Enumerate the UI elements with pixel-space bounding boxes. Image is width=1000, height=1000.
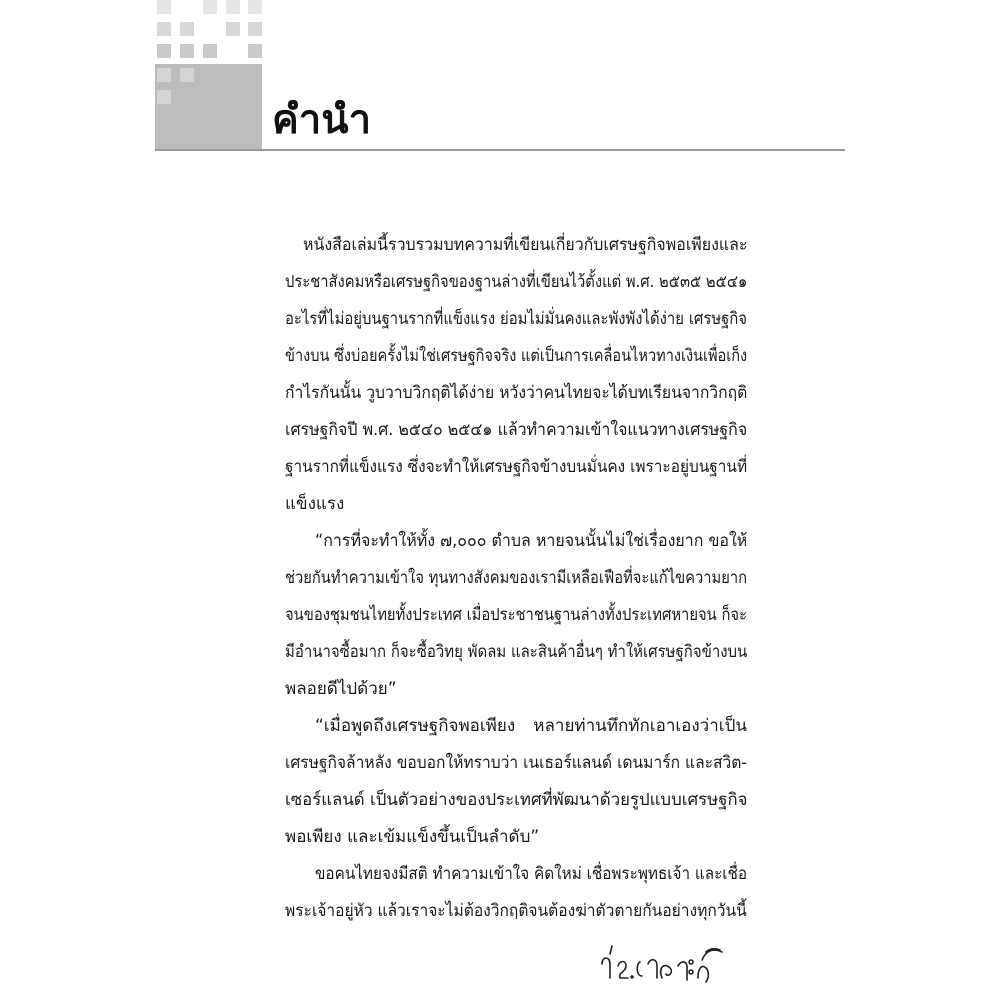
text-line: พอเพียง และเข้มแข็งขึ้นเป็นลำดับ” — [285, 827, 540, 847]
ornament-square — [157, 0, 171, 14]
text-line: แข็งแรง — [285, 494, 345, 514]
ornament-square — [203, 0, 217, 14]
text-line: หนังสือเล่มนี้รวบรวมบทความที่เขียนเกี่ยวกับเศรษฐกิจพอเพียงและ — [303, 235, 748, 255]
page-title: คำนำ — [272, 97, 372, 143]
ornament-square — [157, 90, 171, 104]
ornament-square — [157, 44, 171, 58]
text-line: พลอยดีไปด้วย” — [285, 679, 397, 699]
text-line: อะไรที่ไม่อยู่บนฐานรากที่แข็งแรง ย่อมไม่มั่นคงและพังพังได้ง่าย เศรษฐกิจ — [285, 309, 747, 329]
text-line: ฐานรากที่แข็งแรง ซึ่งจะทำให้เศรษฐกิจข้างบนมั่นคง เพราะอยู่บนฐานที่ — [285, 457, 748, 477]
ornament-square — [180, 44, 194, 58]
paragraph — [285, 708, 747, 856]
text-line: “การที่จะทำให้ทั้ง ๗,๐๐๐ ตำบล หายจนนั้นไม่ใช่เรื่องยาก ขอให้ — [315, 531, 748, 551]
paragraph — [285, 523, 747, 708]
ornament-square — [248, 22, 262, 36]
text-line: กำไรกันนั้น วูบวาบวิกฤติได้ง่าย หวังว่าคนไทยจะได้บทเรียนจากวิกฤติ — [285, 383, 748, 403]
text-line: ประชาสังคมหรือเศรษฐกิจของฐานล่างที่เขียนไว้ตั้งแต่ พ.ศ. ๒๕๓๕ ๒๕๔๑ — [285, 272, 748, 292]
text-line: ข้างบน ซึ่งบ่อยครั้งไม่ใช่เศรษฐกิจจริง แต่เป็นการเคลื่อนไหวทางเงินเพื่อเก็ง — [285, 346, 748, 366]
ornament-square — [203, 44, 217, 58]
signature — [598, 944, 728, 989]
title-block — [155, 64, 262, 150]
text-line: เซอร์แลนด์ เป็นตัวอย่างของประเทศที่พัฒนาด้วยรูปแบบเศรษฐกิจ — [285, 790, 748, 810]
ornament-square — [248, 0, 262, 14]
paragraph — [285, 227, 747, 523]
ornament-square — [157, 68, 171, 82]
ornament-square — [226, 22, 240, 36]
text-line: ขอคนไทยจงมีสติ ทำความเข้าใจ คิดใหม่ เชื่อพระพุทธเจ้า และเชื่อ — [315, 864, 748, 884]
ornament-square — [157, 22, 171, 36]
text-line: เศรษฐกิจล้าหลัง ขอบอกให้ทราบว่า เนเธอร์แลนด์ เดนมาร์ก และสวิต- — [285, 753, 747, 773]
preface-body — [285, 227, 747, 930]
ornament-square — [180, 68, 194, 82]
text-line: “เมื่อพูดถึงเศรษฐกิจพอเพียง หลายท่านทึกทักเอาเองว่าเป็น — [315, 716, 747, 736]
text-line: พระเจ้าอยู่หัว แล้วเราจะไม่ต้องวิกฤติจนต้องฆ่าตัวตายกันอย่างทุกวันนี้ — [285, 901, 747, 921]
text-line: เศรษฐกิจปี พ.ศ. ๒๕๔๐ ๒๕๔๑ แล้วทำความเข้าใจแนวทางเศรษฐกิจ — [285, 420, 748, 440]
ornament-square — [248, 44, 262, 58]
title-divider — [155, 149, 845, 151]
text-line: จนของชุมชนไทยทั้งประเทศ เมื่อประชาชนฐานล่างทั้งประเทศหายจน ก็จะ — [285, 605, 747, 625]
ornament-square — [180, 22, 194, 36]
ornament-square — [226, 0, 240, 14]
text-line: ช่วยกันทำความเข้าใจ ทุนทางสังคมของเรามีเหลือเฟือที่จะแก้ไขความยาก — [285, 568, 747, 588]
text-line: มีอำนาจซื้อมาก ก็จะซื้อวิทยุ พัดลม และสินค้าอื่นๆ ทำให้เศรษฐกิจข้างบน — [285, 642, 748, 662]
paragraph — [285, 856, 747, 930]
